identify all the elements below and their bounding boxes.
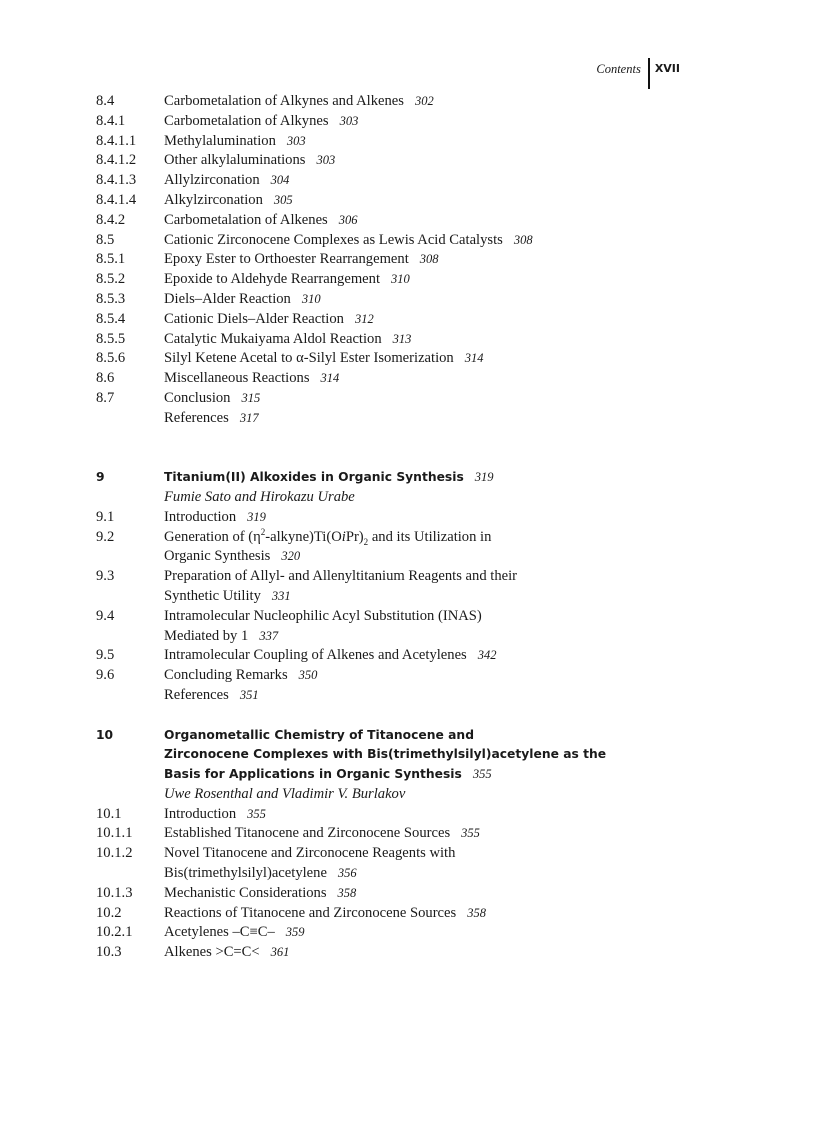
- page-ref: 314: [464, 351, 484, 366]
- toc-entry[interactable]: [96, 805, 716, 825]
- page-ref: 358: [467, 905, 486, 920]
- toc-entry[interactable]: [96, 369, 716, 389]
- section-number: 8.5.1: [96, 251, 126, 268]
- section-title: Diels–Alder Reaction: [164, 290, 291, 307]
- page-ref: 314: [320, 371, 340, 386]
- toc-entry[interactable]: [96, 171, 716, 191]
- page-ref: 303: [316, 153, 336, 168]
- chapter-heading[interactable]: [96, 726, 716, 785]
- page-ref: 320: [281, 549, 301, 564]
- toc-entry[interactable]: [96, 389, 716, 409]
- section-number: 10.1.3: [96, 884, 133, 901]
- section-number: 8.5.3: [96, 290, 126, 307]
- toc-entry[interactable]: [96, 686, 716, 706]
- chapter-authors: [96, 785, 716, 805]
- toc-entry[interactable]: [96, 290, 716, 310]
- toc-entry[interactable]: [96, 409, 716, 429]
- table-of-contents: [96, 92, 716, 963]
- section-title: Miscellaneous Reactions: [164, 370, 310, 387]
- section-title: Carbometalation of Alkynes: [164, 112, 329, 129]
- section-title: Allylzirconation: [164, 172, 260, 189]
- section-title: Intramolecular Nucleophilic Acyl Substitution (INAS) Mediated by 1 337: [164, 607, 482, 644]
- section-number: 9.5: [96, 647, 115, 664]
- page-ref: 355: [247, 806, 266, 821]
- chapter-heading[interactable]: [96, 468, 716, 488]
- toc-entry[interactable]: [96, 567, 716, 607]
- section-number: 9.2: [96, 528, 115, 545]
- page-ref: 337: [259, 628, 279, 643]
- toc-entry[interactable]: [96, 191, 716, 211]
- toc-entry[interactable]: [96, 844, 716, 884]
- page-ref: 304: [270, 173, 290, 188]
- page-ref: 310: [301, 291, 321, 306]
- section-number: 10.1.2: [96, 845, 133, 862]
- section-title: References: [164, 409, 229, 426]
- author-names: Fumie Sato and Hirokazu Urabe: [164, 488, 355, 505]
- page-ref: 351: [239, 687, 259, 702]
- toc-entry[interactable]: [96, 250, 716, 270]
- page-ref: 308: [419, 252, 439, 267]
- section-title: Generation of $(\eta^2-alkyne)Ti(OiPr)_2$ and its Utilization in Organic Synthesis 320: [164, 526, 492, 565]
- section-number: 10.2.1: [96, 924, 133, 941]
- toc-entry[interactable]: [96, 824, 716, 844]
- toc-entry[interactable]: [96, 132, 716, 152]
- toc-entry[interactable]: [96, 270, 716, 290]
- section-title: References: [164, 686, 229, 703]
- section-number: 8.4: [96, 93, 115, 109]
- chapter-title: Titanium(II) Alkoxides in Organic Synthesis: [164, 470, 464, 485]
- section-title: Cationic Zirconocene Complexes as Lewis Acid Catalysts: [164, 231, 503, 248]
- page-ref: 359: [285, 925, 305, 940]
- section-number: 8.5.2: [96, 271, 126, 288]
- section-title: Concluding Remarks: [164, 667, 288, 684]
- page-ref: 319: [474, 470, 494, 485]
- section-title: Alkylzirconation: [164, 191, 263, 208]
- section-number: 8.4.2: [96, 211, 126, 228]
- section-number: 9.1: [96, 508, 115, 525]
- toc-entry[interactable]: [96, 330, 716, 350]
- section-number: 8.4.1.2: [96, 152, 137, 169]
- section-number: [96, 686, 164, 706]
- section-title: Preparation of Allyl- and Allenyltitanium Reagents and their Synthetic Utility 331: [164, 568, 518, 604]
- toc-entry[interactable]: [96, 646, 716, 666]
- page-ref: 317: [239, 410, 259, 425]
- section-title: Silyl Ketene Acetal to α-Silyl Ester Isomerization: [164, 350, 454, 367]
- section-number: 10.3: [96, 944, 122, 961]
- toc-entry[interactable]: [96, 231, 716, 251]
- section-number: 10.2: [96, 904, 122, 921]
- page-ref: 305: [273, 192, 293, 207]
- toc-entry[interactable]: [96, 884, 716, 904]
- toc-entry[interactable]: [96, 666, 716, 686]
- toc-entry[interactable]: [96, 508, 716, 528]
- section-number: 8.6: [96, 370, 115, 387]
- page-ref: 303: [286, 133, 306, 148]
- section-number: 9.3: [96, 568, 115, 585]
- section-title: Reactions of Titanocene and Zirconocene Sources: [164, 904, 457, 921]
- page-ref: 350: [298, 668, 318, 683]
- section-title: Epoxide to Aldehyde Rearrangement: [164, 271, 380, 288]
- chapter-title: Organometallic Chemistry of Titanocene and Zirconocene Complexes with Bis(trimethylsilyl)acetylene as the Basis for Applications in Organic Synthesis: [164, 727, 607, 782]
- chapter-number: 9: [96, 470, 105, 485]
- page-ref: 355: [472, 767, 492, 782]
- page-ref: 356: [337, 866, 357, 881]
- section-title: Alkenes >C=C<: [164, 944, 260, 961]
- section-title: Carbometalation of Alkenes: [164, 211, 328, 228]
- page-ref: 315: [241, 390, 261, 405]
- section-number: 10.1.1: [96, 825, 133, 842]
- section-number: 8.7: [96, 389, 115, 406]
- section-title: Cationic Diels–Alder Reaction: [164, 310, 344, 327]
- toc-entry[interactable]: [96, 943, 716, 963]
- section-title: Introduction: [164, 805, 237, 822]
- section-number: 8.4.1.4: [96, 191, 137, 208]
- page-ref: 303: [339, 113, 359, 128]
- toc-entry[interactable]: [96, 92, 716, 112]
- section-number: 9.6: [96, 667, 115, 684]
- section-number: 9.4: [96, 607, 115, 624]
- section-number: [96, 409, 164, 429]
- page-ref: 308: [513, 232, 533, 247]
- section-title: Novel Titanocene and Zirconocene Reagents with Bis(trimethylsilyl)acetylene 356: [164, 845, 456, 882]
- page-ref: 313: [392, 331, 412, 346]
- page-ref: 310: [391, 272, 410, 287]
- page-ref: 355: [461, 826, 480, 841]
- toc-entry[interactable]: [96, 112, 716, 132]
- section-number: 8.4.1.3: [96, 172, 137, 189]
- page-ref: 319: [247, 509, 266, 524]
- chapter-number: 10: [96, 727, 114, 742]
- page-ref: 358: [337, 885, 357, 900]
- page-ref: 306: [338, 212, 358, 227]
- section-title: Other alkylaluminations: [164, 152, 306, 169]
- page-ref: 312: [354, 311, 374, 326]
- page-ref: 302: [414, 94, 434, 108]
- section-number: 8.4.1: [96, 112, 126, 129]
- chapter-authors: [96, 488, 716, 508]
- toc-entry[interactable]: [96, 528, 716, 568]
- section-number: 10.1: [96, 805, 122, 822]
- toc-entry[interactable]: [96, 151, 716, 171]
- section-title: Intramolecular Coupling of Alkenes and Acetylenes: [164, 647, 467, 664]
- toc-entry[interactable]: [96, 607, 716, 647]
- section-title: Introduction: [164, 508, 237, 525]
- page-ref: 361: [270, 945, 290, 960]
- section-title: Methylalumination: [164, 132, 276, 149]
- toc-entry[interactable]: [96, 310, 716, 330]
- section-title: Acetylenes –C≡C–: [164, 924, 275, 941]
- section-number: 8.5.5: [96, 330, 126, 347]
- toc-entry[interactable]: [96, 923, 716, 943]
- toc-entry[interactable]: [96, 904, 716, 924]
- author-names: Uwe Rosenthal and Vladimir V. Burlakov: [164, 785, 406, 802]
- section-number: 8.5.6: [96, 350, 126, 367]
- section-number: 8.5: [96, 231, 115, 248]
- section-title: Epoxy Ester to Orthoester Rearrangement: [164, 251, 409, 268]
- section-number: 8.4.1.1: [96, 132, 137, 149]
- page-ref: 342: [477, 648, 497, 663]
- section-title: Catalytic Mukaiyama Aldol Reaction: [164, 330, 382, 347]
- page-ref: 331: [271, 588, 291, 603]
- running-header: [596, 58, 680, 89]
- running-header-label: Contents: [596, 62, 641, 76]
- toc-entry[interactable]: [96, 211, 716, 231]
- section-title: Established Titanocene and Zirconocene Sources: [164, 825, 451, 842]
- toc-section-8: [96, 92, 716, 429]
- section-title: Carbometalation of Alkynes and Alkenes: [164, 93, 404, 109]
- section-title: Mechanistic Considerations: [164, 884, 327, 901]
- section-number: 8.5.4: [96, 310, 126, 327]
- page-number: XVII: [654, 62, 680, 75]
- toc-entry[interactable]: [96, 349, 716, 369]
- section-title: Conclusion: [164, 389, 231, 406]
